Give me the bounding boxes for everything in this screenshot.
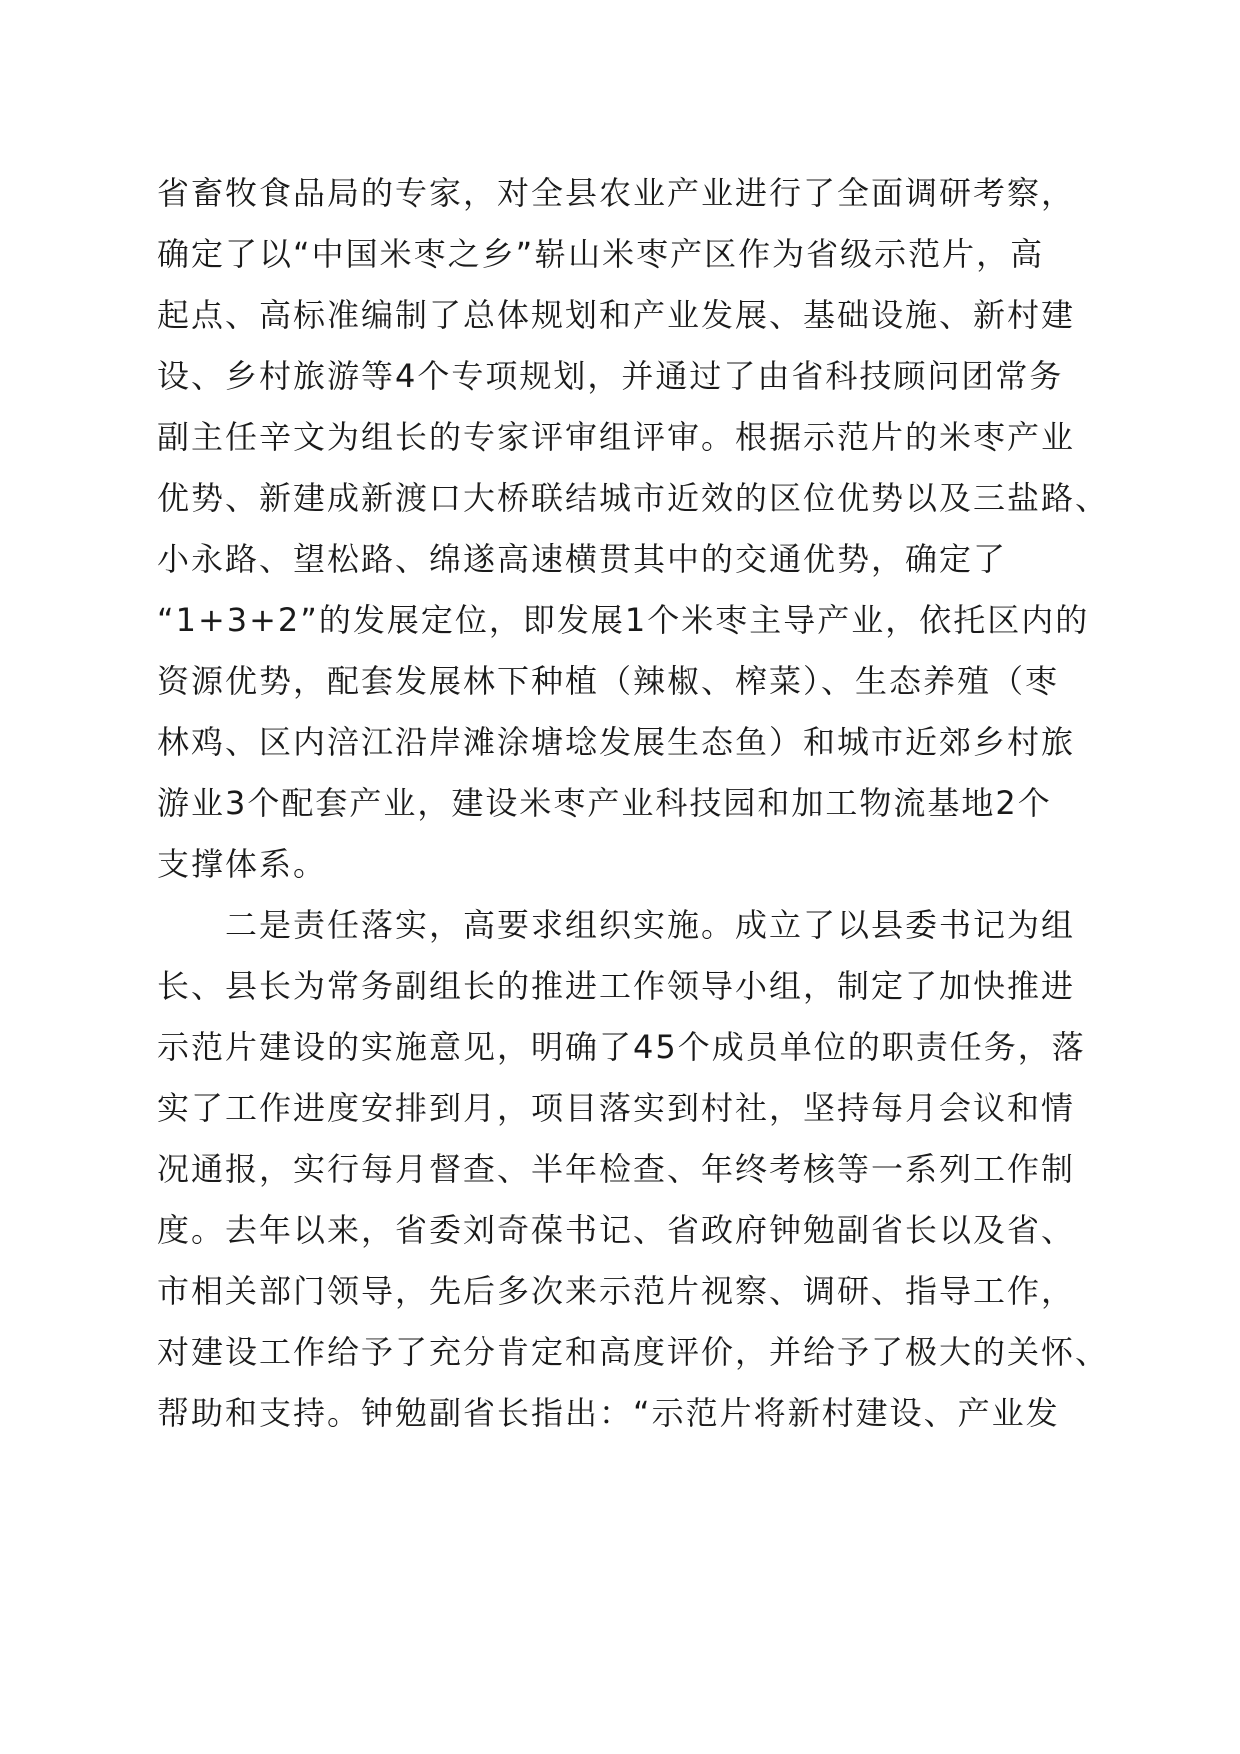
text-line: 示范片建设的实施意见，明确了45个成员单位的职责任务，落 (157, 1028, 1086, 1066)
text-line: 帮助和支持。钟勉副省长指出：“示范片将新村建设、产业发 (157, 1394, 1060, 1432)
text-line: “1+3+2”的发展定位，即发展1个米枣主导产业，依托区内的 (157, 601, 1090, 639)
text-line: 游业3个配套产业，建设米枣产业科技园和加工物流基地2个 (157, 784, 1052, 822)
text-line: 小永路、望松路、绵遂高速横贯其中的交通优势，确定了 (157, 540, 1008, 578)
text-line: 起点、高标准编制了总体规划和产业发展、基础设施、新村建 (157, 296, 1076, 334)
text-line: 长、县长为常务副组长的推进工作领导小组，制定了加快推进 (157, 967, 1076, 1005)
text-line: 支撑体系。 (157, 845, 328, 883)
text-line: 优势、新建成新渡口大桥联结城市近效的区位优势以及三盐路、 (157, 479, 1110, 517)
text-line: 实了工作进度安排到月，项目落实到村社，坚持每月会议和情 (157, 1089, 1076, 1127)
text-line: 林鸡、区内涪江沿岸滩涂塘埝发展生态鱼）和城市近郊乡村旅 (157, 723, 1076, 761)
text-line: 况通报，实行每月督查、半年检查、年终考核等一系列工作制 (157, 1150, 1076, 1188)
text-line: 确定了以“中国米枣之乡”崭山米枣产区作为省级示范片，高 (157, 235, 1045, 273)
text-line: 市相关部门领导，先后多次来示范片视察、调研、指导工作， (157, 1272, 1076, 1310)
text-line: 副主任辛文为组长的专家评审组评审。根据示范片的米枣产业 (157, 418, 1076, 456)
text-line: 对建设工作给予了充分肯定和高度评价，并给予了极大的关怀、 (157, 1333, 1110, 1371)
text-line: 资源优势，配套发展林下种植（辣椒、榨菜）、生态养殖（枣 (157, 662, 1060, 700)
text-line: 设、乡村旅游等4个专项规划，并通过了由省科技顾问团常务 (157, 357, 1064, 395)
paragraph-first-line: 二是责任落实，高要求组织实施。成立了以县委书记为组 (225, 906, 1076, 944)
text-line: 度。去年以来，省委刘奇葆书记、省政府钟勉副省长以及省、 (157, 1211, 1076, 1249)
body-text (157, 163, 1110, 1444)
text-line: 省畜牧食品局的专家，对全县农业产业进行了全面调研考察， (157, 174, 1076, 212)
